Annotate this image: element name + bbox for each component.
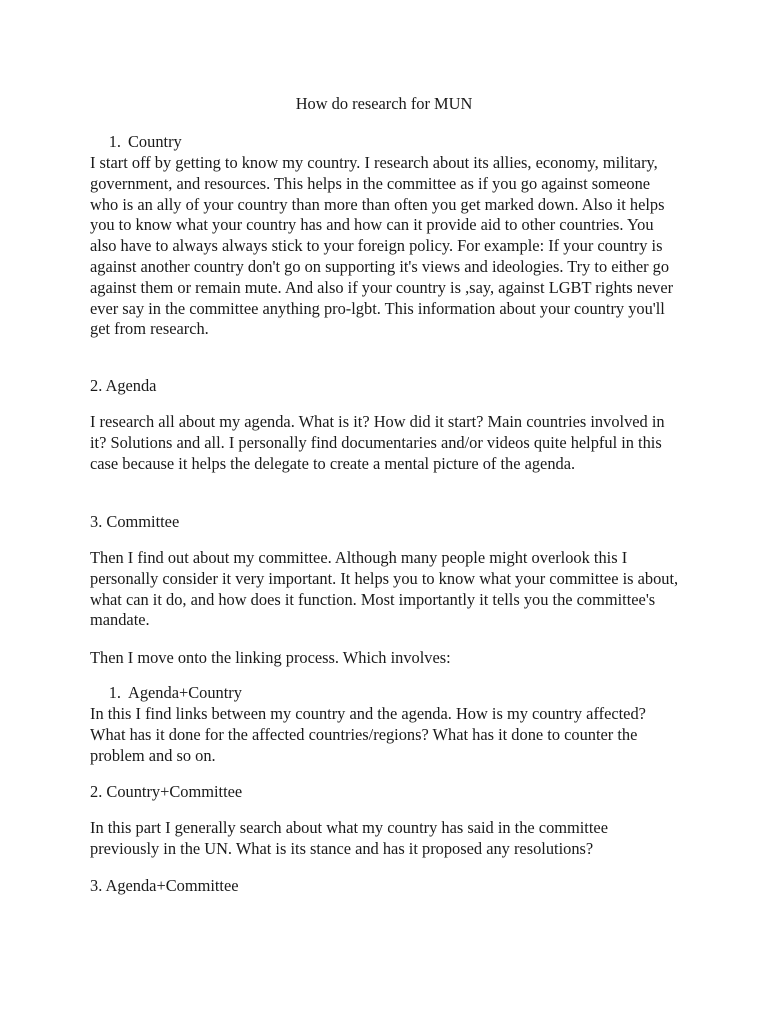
section-body-country: I start off by getting to know my country. I research about its allies, economy, military, government, and resources. This helps in the committee as if you go against someone who is an ally of your country than more than often you get marked down. Also it helps you to know what your country has and how can it provide aid to other countries. You also have to always always stick to your foreign policy. For example: If your country is against another country don't go on supporting it's views and ideologies. Try to either go against them or remain mute. And also if your country is ,say, against LGBT rights never ever say in the committee anything pro-lgbt. This information about your country you'll get from research. (90, 153, 674, 339)
list-number: 1. (108, 683, 121, 702)
section-heading-label: Agenda+Country (128, 683, 242, 702)
section-heading-agenda-country (90, 683, 680, 704)
section-heading-agenda-committee: 3. Agenda+Committee (90, 876, 239, 895)
document-title: How do research for MUN (295, 94, 473, 113)
section-heading-country-committee: 2. Country+Committee (90, 782, 243, 801)
section-body-agenda: I research all about my agenda. What is it? How did it start? Main countries involved in it? Solutions and all. I personally find documentaries and/or videos quite helpful in this case because it helps the delegate to create a mental picture of the agenda. (90, 412, 665, 473)
list-number: 1. (108, 132, 121, 151)
section-body-committee: Then I find out about my committee. Although many people might overlook this I personally consider it very important. It helps you to know what your committee is about, what can it do, and how does it function. Most importantly it tells you the committee's mandate. (90, 548, 679, 630)
section-body-country-committee: In this part I generally search about what my country has said in the committee previously in the UN. What is its stance and has it proposed any resolutions? (90, 818, 608, 858)
section-heading-country (90, 132, 680, 153)
section-heading-label: Country (128, 132, 182, 151)
section-body-agenda-country: In this I find links between my country and the agenda. How is my country affected? What has it done for the affected countries/regions? What has it done to counter the problem and so on. (90, 704, 646, 765)
section-heading-committee: 3. Committee (90, 512, 180, 531)
section-heading-agenda: 2. Agenda (90, 376, 157, 395)
linking-intro: Then I move onto the linking process. Which involves: (90, 648, 451, 667)
